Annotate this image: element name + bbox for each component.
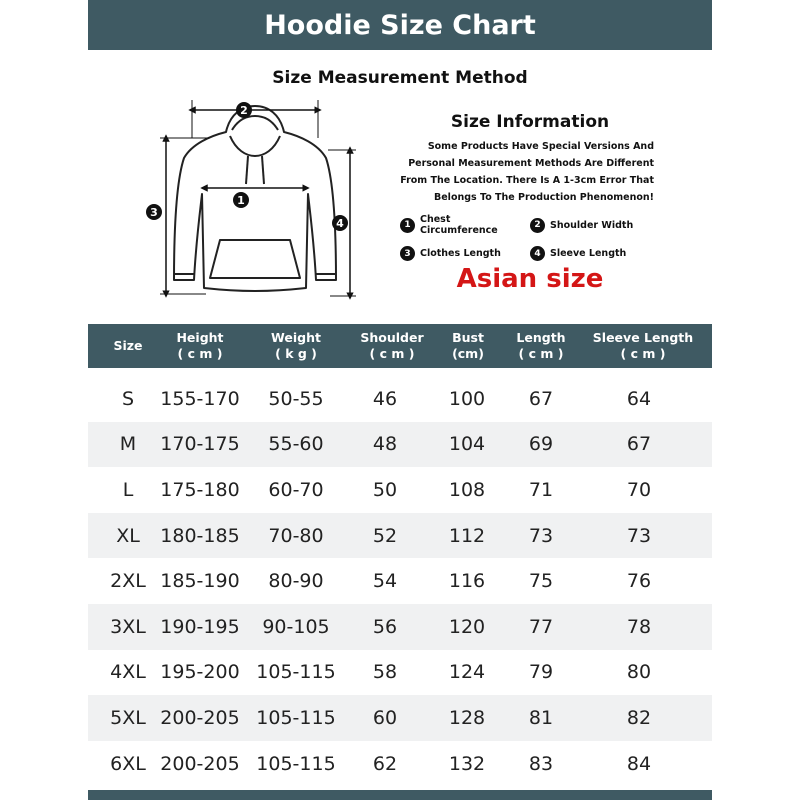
table-cell: 75 — [528, 570, 554, 593]
header-height: Height ( c m ) — [176, 330, 224, 361]
page-banner — [88, 0, 712, 50]
size-info-text — [400, 138, 654, 206]
table-cell: XL — [116, 524, 140, 547]
measurement-legend — [400, 214, 660, 261]
table-cell: 62 — [372, 752, 398, 775]
table-cell: 67 — [528, 387, 554, 410]
table-cell: 6XL — [110, 752, 146, 775]
table-cell: 52 — [372, 524, 398, 547]
table-row — [88, 422, 712, 468]
header-size: Size — [113, 338, 143, 353]
table-cell: 76 — [626, 570, 652, 593]
table-cell: 71 — [528, 478, 554, 501]
table-cell: 54 — [372, 570, 398, 593]
table-cell: 124 — [448, 661, 486, 684]
table-cell: 104 — [448, 433, 486, 456]
table-cell: 80-90 — [268, 570, 324, 593]
bottom-bar — [88, 790, 712, 800]
marker-3-icon — [146, 204, 162, 220]
table-cell: 67 — [626, 433, 652, 456]
svg-text:4: 4 — [336, 217, 344, 230]
table-cell: 55-60 — [268, 433, 324, 456]
table-cell: 200-205 — [160, 706, 240, 729]
table-cell: 69 — [528, 433, 554, 456]
table-cell: 60 — [372, 706, 398, 729]
table-cell: 128 — [448, 706, 486, 729]
svg-text:1: 1 — [237, 194, 245, 207]
svg-text:3: 3 — [150, 206, 158, 219]
table-cell: 185-190 — [160, 570, 240, 593]
table-cell: 64 — [626, 387, 652, 410]
table-cell: 112 — [448, 524, 486, 547]
table-cell: L — [122, 478, 134, 501]
header-weight: Weight ( k g ) — [271, 330, 321, 361]
table-cell: 60-70 — [268, 478, 324, 501]
page-title: Hoodie Size Chart — [264, 9, 536, 41]
table-cell: 5XL — [110, 706, 146, 729]
table-cell: 78 — [626, 615, 652, 638]
table-cell: 105-115 — [256, 752, 336, 775]
header-length: Length ( c m ) — [516, 330, 566, 361]
info-line: Some Products Have Special Versions And — [427, 141, 654, 152]
table-cell: 170-175 — [160, 433, 240, 456]
info-line: From The Location. There Is A 1-3cm Error That — [400, 175, 654, 186]
legend-label: Chest Circumference — [420, 214, 498, 236]
size-info-panel — [400, 112, 660, 261]
table-row — [88, 513, 712, 559]
table-cell: 105-115 — [256, 661, 336, 684]
number-2-icon: 2 — [530, 218, 545, 233]
table-cell: 180-185 — [160, 524, 240, 547]
table-row — [88, 741, 712, 787]
table-cell: 4XL — [110, 661, 146, 684]
table-cell: 3XL — [110, 615, 146, 638]
size-info-title: Size Information — [450, 112, 610, 132]
table-cell: 70 — [626, 478, 652, 501]
table-cell: 58 — [372, 661, 398, 684]
table-cell: 79 — [528, 661, 554, 684]
method-title: Size Measurement Method — [272, 68, 528, 88]
table-cell: 81 — [528, 706, 554, 729]
legend-item-chest — [400, 214, 530, 236]
table-row — [88, 467, 712, 513]
info-line: Belongs To The Production Phenomenon! — [434, 192, 654, 203]
header-sleeve-length: Sleeve Length ( c m ) — [592, 330, 694, 361]
table-row — [88, 604, 712, 650]
table-cell: 200-205 — [160, 752, 240, 775]
legend-item-shoulder — [530, 214, 660, 236]
table-cell: 77 — [528, 615, 554, 638]
table-cell: 50-55 — [268, 387, 324, 410]
table-row — [88, 650, 712, 696]
legend-label: Shoulder Width — [550, 219, 634, 231]
table-cell: 108 — [448, 478, 486, 501]
table-cell: 100 — [448, 387, 486, 410]
table-cell: 80 — [626, 661, 652, 684]
table-cell: 116 — [448, 570, 486, 593]
legend-label: Clothes Length — [420, 248, 501, 259]
marker-2-icon — [236, 102, 252, 118]
number-4-icon: 4 — [530, 246, 545, 261]
size-table-body — [88, 376, 712, 786]
hoodie-diagram — [140, 92, 370, 307]
table-cell: 2XL — [110, 570, 146, 593]
size-table-header — [88, 324, 712, 368]
table-cell: M — [119, 433, 137, 456]
table-cell: S — [121, 387, 135, 410]
number-1-icon: 1 — [400, 218, 415, 233]
svg-text:2: 2 — [240, 104, 248, 117]
hoodie-outline-icon — [174, 106, 336, 291]
table-cell: 90-105 — [262, 615, 330, 638]
legend-item-length — [400, 246, 530, 261]
table-cell: 155-170 — [160, 387, 240, 410]
table-cell: 190-195 — [160, 615, 240, 638]
table-cell: 50 — [372, 478, 398, 501]
table-cell: 84 — [626, 752, 652, 775]
info-line: Personal Measurement Methods Are Different — [408, 158, 654, 169]
marker-1-icon — [233, 192, 249, 208]
table-cell: 120 — [448, 615, 486, 638]
table-cell: 132 — [448, 752, 486, 775]
header-bust: Bust (cm) — [452, 330, 484, 361]
asian-size-label: Asian size — [456, 264, 604, 294]
header-shoulder: Shoulder ( c m ) — [360, 330, 424, 361]
table-cell: 175-180 — [160, 478, 240, 501]
number-3-icon: 3 — [400, 246, 415, 261]
table-cell: 83 — [528, 752, 554, 775]
table-cell: 195-200 — [160, 661, 240, 684]
table-cell: 73 — [626, 524, 652, 547]
legend-item-sleeve — [530, 246, 660, 261]
table-cell: 46 — [372, 387, 398, 410]
marker-4-icon — [332, 215, 348, 231]
table-row — [88, 558, 712, 604]
legend-label: Sleeve Length — [550, 248, 627, 259]
table-row — [88, 376, 712, 422]
table-cell: 105-115 — [256, 706, 336, 729]
table-cell: 56 — [372, 615, 398, 638]
table-cell: 82 — [626, 706, 652, 729]
table-cell: 48 — [372, 433, 398, 456]
table-cell: 70-80 — [268, 524, 324, 547]
table-cell: 73 — [528, 524, 554, 547]
table-row — [88, 695, 712, 741]
